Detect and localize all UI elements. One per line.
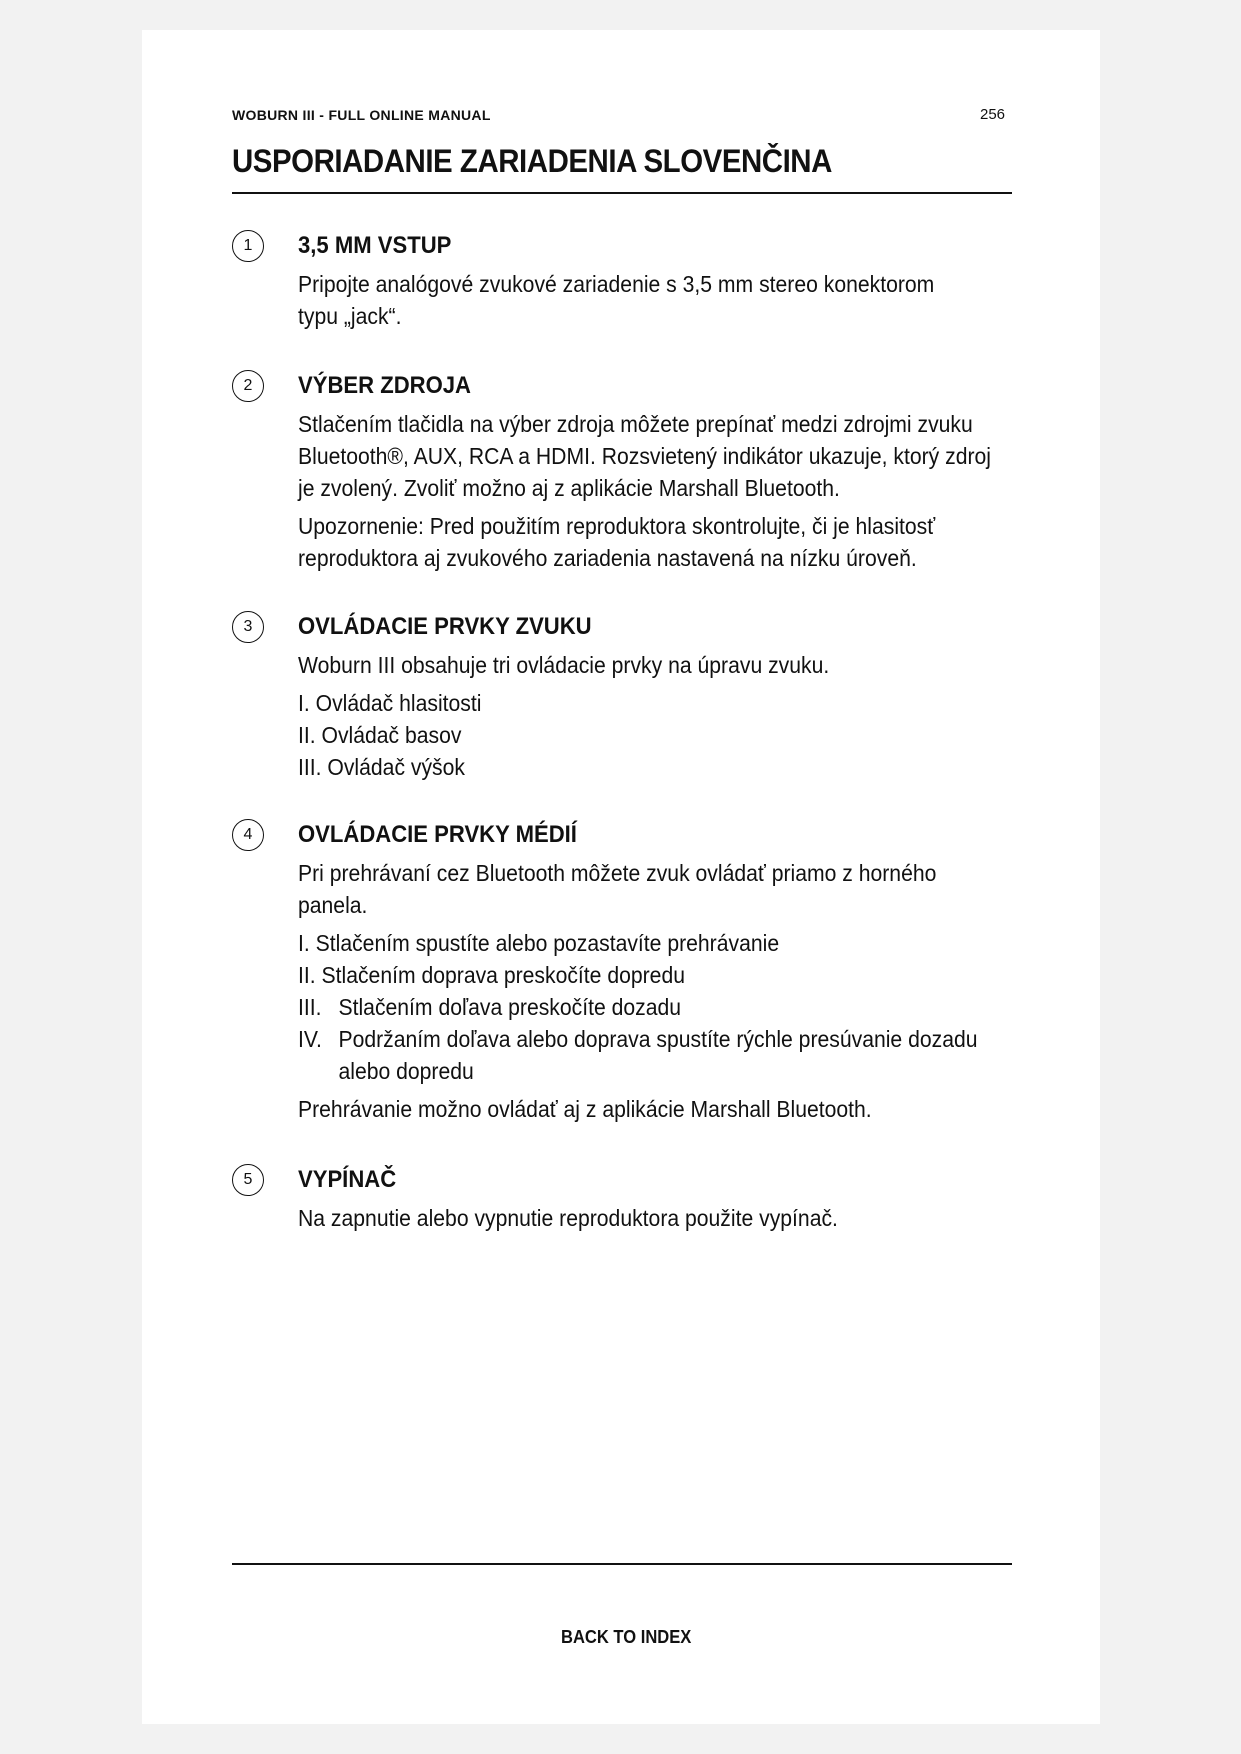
section-title: VYPÍNAČ <box>298 1166 397 1193</box>
list-item: II. Ovládač basov <box>298 722 462 748</box>
list-item-continuation: alebo dopredu <box>338 1058 474 1084</box>
page-number: 256 <box>980 106 1006 123</box>
list-item: II. Stlačením doprava preskočíte dopredu <box>298 962 685 988</box>
page-title: USPORIADANIE ZARIADENIA SLOVENČINA <box>232 143 832 179</box>
list-item: I. Ovládač hlasitosti <box>298 690 482 716</box>
section-paragraph: Woburn III obsahuje tri ovládacie prvky na úpravu zvuku. <box>298 652 830 678</box>
section-closing: Prehrávanie možno ovládať aj z aplikácie Marshall Bluetooth. <box>298 1096 872 1122</box>
heading-divider <box>232 192 1012 194</box>
section-number-badge: 1 <box>232 230 264 262</box>
section-paragraph: Pri prehrávaní cez Bluetooth môžete zvuk ovládať priamo z horného panela. <box>298 860 937 918</box>
list-item: III. Ovládač výšok <box>298 754 465 780</box>
list-item: IV. Podržaním doľava alebo doprava spustíte rýchle presúvanie dozadu <box>298 1026 978 1052</box>
list-item: III. Stlačením doľava preskočíte dozadu <box>298 994 682 1020</box>
manual-title: WOBURN III - FULL ONLINE MANUAL <box>232 107 491 123</box>
section-paragraph: Stlačením tlačidla na výber zdroja môžete prepínať medzi zdrojmi zvuku Bluetooth®, AUX, RCA a HDMI. Rozsvietený indikátor ukazuje, ktorý zdroj je zvolený. Zvoliť možno aj z aplikácie Marshall Bluetooth. <box>298 411 992 501</box>
list-item: I. Stlačením spustíte alebo pozastavíte prehrávanie <box>298 930 780 956</box>
section-paragraph: Pripojte analógové zvukové zariadenie s 3,5 mm stereo konektorom typu „jack“. <box>298 271 935 329</box>
section-title: VÝBER ZDROJA <box>298 372 471 399</box>
section-title: OVLÁDACIE PRVKY MÉDIÍ <box>298 821 577 848</box>
section-number-badge: 2 <box>232 370 264 402</box>
media-controls-list <box>298 927 998 1087</box>
section-title: OVLÁDACIE PRVKY ZVUKU <box>298 613 592 640</box>
section-number-badge: 4 <box>232 819 264 851</box>
section-number-badge: 5 <box>232 1164 264 1196</box>
section-title: 3,5 MM VSTUP <box>298 232 452 259</box>
section-note: Upozornenie: Pred použitím reproduktora skontrolujte, či je hlasitosť reproduktora aj zvukového zariadenia nastavená na nízku úroveň. <box>298 513 936 571</box>
section-paragraph: Na zapnutie alebo vypnutie reproduktora použite vypínač. <box>298 1205 838 1231</box>
back-to-index-link[interactable]: BACK TO INDEX <box>561 1627 692 1647</box>
footer-divider <box>232 1563 1012 1565</box>
controls-list <box>298 687 998 783</box>
section-number-badge: 3 <box>232 611 264 643</box>
